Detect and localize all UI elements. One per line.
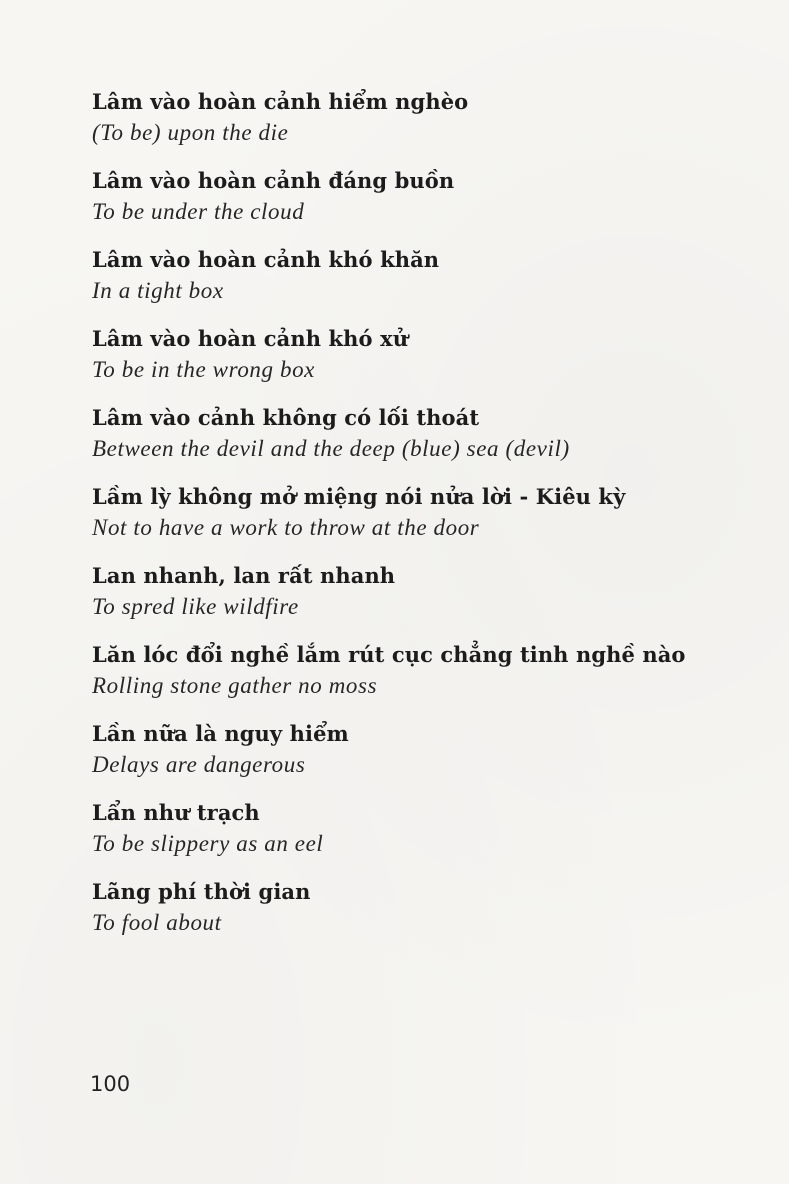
phrase-entry xyxy=(92,797,742,859)
english-translation: In a tight box xyxy=(92,278,224,303)
phrase-entry xyxy=(92,639,742,701)
page-number: 100 xyxy=(90,1072,131,1096)
english-translation: To be in the wrong box xyxy=(92,357,315,382)
phrase-entry xyxy=(92,560,742,622)
vietnamese-phrase: Lần nữa là nguy hiểm xyxy=(92,721,349,746)
vietnamese-phrase: Lẩn như trạch xyxy=(92,800,260,825)
english-translation: Rolling stone gather no moss xyxy=(92,673,378,698)
english-translation: To be under the cloud xyxy=(92,199,305,224)
phrase-entry xyxy=(92,718,742,780)
english-translation: Delays are dangerous xyxy=(92,752,306,777)
vietnamese-phrase: Lăn lóc đổi nghề lắm rút cục chẳng tinh nghề nào xyxy=(92,642,686,667)
english-translation: Between the devil and the deep (blue) sea (devil) xyxy=(92,436,570,461)
english-translation: To be slippery as an eel xyxy=(92,831,324,856)
english-translation: To fool about xyxy=(92,910,222,935)
phrase-entry xyxy=(92,481,742,543)
vietnamese-phrase: Lâm vào hoàn cảnh hiểm nghèo xyxy=(92,89,469,114)
phrase-entry xyxy=(92,323,742,385)
phrase-entry xyxy=(92,402,742,464)
vietnamese-phrase: Lâm vào hoàn cảnh khó khăn xyxy=(92,247,440,272)
english-translation: (To be) upon the die xyxy=(92,120,289,145)
vietnamese-phrase: Lan nhanh, lan rất nhanh xyxy=(92,563,396,588)
vietnamese-phrase: Lâm vào cảnh không có lối thoát xyxy=(92,405,480,430)
vietnamese-phrase: Lâm vào hoàn cảnh khó xử xyxy=(92,326,409,351)
english-translation: Not to have a work to throw at the door xyxy=(92,515,480,540)
phrase-entry xyxy=(92,165,742,227)
vietnamese-phrase: Lâm vào hoàn cảnh đáng buồn xyxy=(92,168,455,193)
phrase-entry xyxy=(92,244,742,306)
phrase-entry xyxy=(92,876,742,938)
english-translation: To spred like wildfire xyxy=(92,594,299,619)
phrase-list xyxy=(92,86,742,955)
phrase-entry xyxy=(92,86,742,148)
vietnamese-phrase: Lầm lỳ không mở miệng nói nửa lời - Kiêu kỳ xyxy=(92,484,626,509)
vietnamese-phrase: Lãng phí thời gian xyxy=(92,879,311,904)
